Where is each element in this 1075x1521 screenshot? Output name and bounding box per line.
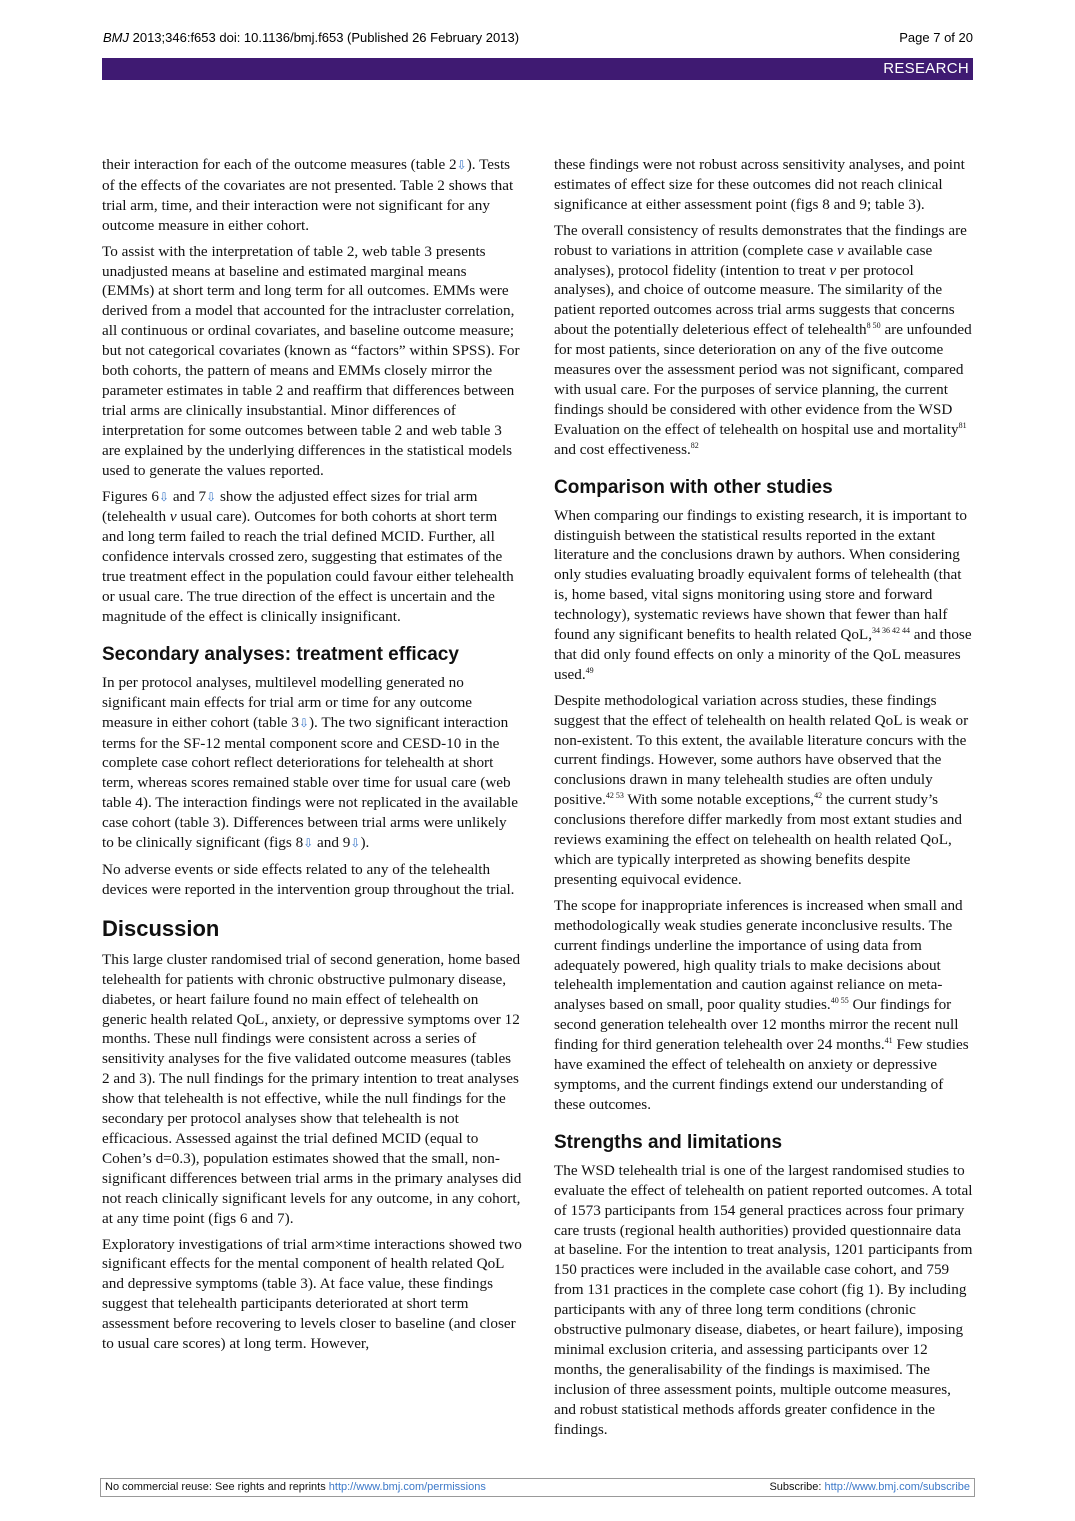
left-column (102, 155, 522, 1360)
text-run: are unfounded for most patients, since deterioration on any of the five outcome measures over the assessment period was not significant, compared with usual care. For the purposes of service planning, the current findings should be considered with other evidence from the WSD Evaluation on the effect of telehealth on hospital use and mortality (554, 321, 972, 438)
reference-superscript: 49 (585, 665, 594, 675)
reference-superscript: 41 (884, 1036, 893, 1046)
reference-superscript: 34 36 42 44 (872, 626, 910, 636)
text-run: ). (360, 834, 370, 852)
citation-text: 2013;346:f653 doi: 10.1136/bmj.f653 (Published 26 February 2013) (129, 30, 520, 45)
text-run: available case analyses), protocol fidelity (intention to treat (554, 241, 933, 279)
reference-superscript: 8 50 (866, 321, 881, 331)
figure-link-arrow-icon[interactable]: ⇩ (158, 489, 170, 504)
paragraph (102, 673, 522, 854)
paragraph (102, 487, 522, 627)
text-run: and 9 (313, 834, 351, 852)
table-link-arrow-icon[interactable]: ⇩ (456, 158, 467, 172)
reference-superscript: 40 55 (830, 996, 849, 1006)
figure-link-arrow-icon[interactable]: ⇩ (206, 489, 217, 504)
text-run: and cost effectiveness. (554, 440, 691, 458)
text-run: Our findings for second generation telehealth over 12 months mirror the recent null finding for third generation telehealth over 24 months. (554, 996, 959, 1054)
running-header-citation (103, 30, 519, 45)
text-run: In per protocol analyses, multilevel modelling generated no significant main effects for trial arm or time for any outcome measure in either cohort (table 3 (102, 673, 472, 731)
text-run: The overall consistency of results demonstrates that the findings are robust to variations in attrition (complete case (554, 221, 967, 259)
table-link-arrow-icon[interactable]: ⇩ (298, 715, 309, 730)
text-run: their interaction for each of the outcome measures (table 2 (102, 156, 457, 173)
footer-right (769, 1479, 970, 1496)
paragraph: these findings were not robust across sensitivity analyses, and point estimates of effect size for these outcomes did not reach clinical significance at either assessment point (figs 8 and 9; table 3). (554, 156, 965, 213)
section-band (102, 58, 973, 80)
text-run: show the adjusted effect sizes for trial arm (telehealth (102, 487, 478, 526)
text-run: Few studies have examined the effect of telehealth on anxiety or depressive symptoms, and the current findings extend our understanding of these outcomes. (554, 1036, 969, 1113)
italic-versus: v (829, 261, 837, 279)
footer-right-label: Subscribe: (769, 1481, 825, 1493)
text-run: With some notable exceptions, (623, 791, 815, 809)
text-run: Figures 6 (102, 487, 159, 505)
page-number: Page 7 of 20 (899, 30, 973, 45)
italic-versus: v (837, 241, 844, 259)
figure-link-arrow-icon[interactable]: ⇩ (303, 836, 314, 851)
footer-left-label: No commercial reuse: See rights and reprints (105, 1481, 329, 1493)
permissions-link[interactable]: http://www.bmj.com/permissions (328, 1481, 486, 1493)
footer-left (105, 1479, 486, 1496)
heading-discussion: Discussion (102, 915, 220, 941)
journal-name: BMJ (103, 30, 129, 45)
paragraph: To assist with the interpretation of table 2, web table 3 presents unadjusted means at baseline and estimated marginal means (EMMs) at short term and long term for all outcomes. EMMs were derived from a model that accounted for the intracluster correlation, all continuous or ordinal covariates, and baseline outcome measure; but not categorical covariates (known as “factors” within SPSS). For both cohorts, the pattern of means and EMMs closely mirror the parameter estimates in table 2 and reaffirm that differences between trial arms are clinically insubstantial. Minor differences of interpretation for some outcomes between table 2 and web table 3 are explained by the underlying differences in the statistical models used to generate the values reported. (102, 242, 520, 479)
reference-superscript: 42 53 (605, 791, 624, 801)
italic-versus: v (169, 508, 177, 526)
footer-bar (100, 1478, 975, 1497)
paragraph (554, 691, 974, 890)
text-run: Despite methodological variation across studies, these findings suggest that the effect of telehealth on health related QoL is weak or non-existent. To this extent, the available literature concurs with the current findings. However, some authors have observed that the conclusions drawn in many telehealth studies are often unduly positive. (554, 691, 969, 809)
paragraph (102, 155, 522, 236)
heading-strengths: Strengths and limitations (554, 1131, 783, 1153)
text-run: the current study’s conclusions therefore differ markedly from most extant studies and reviews examining the effect on telehealth on health related QoL, which are typically interpreted as showing benefits despite presenting equivocal evidence. (554, 791, 962, 888)
text-run: ). Tests of the effects of the covariates are not presented. Table 2 shows that trial arm, time, and their interaction were not significant for any outcome measure in either cohort. (102, 156, 514, 234)
text-run: per protocol analyses), and choice of outcome measure. The similarity of the patient reported outcomes across trial arms suggests that concerns about the potentially deleterious effect of telehealth (554, 261, 955, 339)
paragraph: Exploratory investigations of trial arm×time interactions showed two significant effects for the mental component of health related QoL and depressive symptoms (table 3). At face value, these findings suggest that telehealth participants deteriorated at short term assessment before recovering to levels closer to baseline (and closer to usual care scores) at long term. However, (102, 1235, 522, 1353)
paragraph (554, 896, 974, 1115)
text-run: and those that did only found effects on only a minority of the QoL measures used. (554, 626, 972, 683)
heading-secondary-analyses: Secondary analyses: treatment efficacy (102, 643, 459, 665)
figure-link-arrow-icon[interactable]: ⇩ (350, 836, 361, 851)
text-run: The scope for inappropriate inferences is increased when small and methodologically weak studies generate inconclusive results. The current findings underline the importance of using data from adequately powered, high quality trials to make decisions about telehealth implementation and caution against reliance on meta-analyses based on small, poor quality studies. (554, 896, 963, 1014)
reference-superscript: 42 (814, 791, 823, 801)
text-run: When comparing our findings to existing research, it is important to distinguish between the statistical results reported in the extant literature and the conclusions drawn by authors. When considering only studies evaluating broadly equivalent forms of telehealth (that is, home based, vital signs monitoring using store and forward technology), systematic reviews have shown that fewer than half found any significant benefits to health related QoL, (554, 506, 967, 644)
paragraph: The WSD telehealth trial is one of the largest randomised studies to evaluate the effect of telehealth on patient reported outcomes. A total of 1573 participants from 154 general practices across four primary care trusts (regional health authorities) provided questionnaire data at baseline. For the intention to treat analysis, 1201 participants from 150 practices were included in the available case cohort, and 759 from 131 practices in the complete case cohort (fig 1). By including participants with any of three long term conditions (chronic obstructive pulmonary disease, diabetes, or heart failure), imposing minimal exclusion criteria, and assessing participants over 12 months, the generalisability of the findings is maximised. The inclusion of three assessment points, multiple outcome measures, and robust statistical methods affords greater confidence in the findings. (554, 1161, 973, 1438)
reference-superscript: 82 (690, 440, 699, 450)
subscribe-link[interactable]: http://www.bmj.com/subscribe (824, 1481, 970, 1493)
text-run: ). The two significant interaction terms for the SF-12 mental component score and CESD-10 in the complete case cohort reflect deteriorations for telehealth at short term, whereas scores remained stable over time for usual care (web table 4). The interaction findings were not replicated in the available case cohort (table 3). Differences between trial arms were unlikely to be clinically significant (figs 8 (102, 713, 518, 852)
reference-superscript: 81 (958, 420, 967, 430)
paragraph: No adverse events or side effects related to any of the telehealth devices were reported in the intervention group throughout the trial. (102, 861, 515, 898)
text-run: and 7 (169, 487, 207, 505)
right-column (554, 155, 974, 1445)
text-run: usual care). Outcomes for both cohorts at short term and long term failed to reach the trial defined MCID. Further, all confidence intervals crossed zero, suggesting that estimates of the true treatment effect in the population could favour either telehealth or usual care. The true direction of the effect is uncertain and the magnitude of the effect is clinically insignificant. (102, 508, 514, 625)
heading-comparison: Comparison with other studies (554, 476, 833, 498)
paragraph (554, 506, 974, 685)
paragraph: This large cluster randomised trial of second generation, home based telehealth for patients with chronic obstructive pulmonary disease, diabetes, or heart failure found no main effect of telehealth on generic health related QoL, anxiety, or depressive symptoms over 12 months. These null findings were consistent across a series of sensitivity analyses for the five validated outcome measures (tables 2 and 3). The null findings for the primary intention to treat analyses show that telehealth is not effective, while the null findings for the secondary per protocol analyses show that telehealth is not efficacious. Assessed against the trial defined MCID (equal to Cohen’s d=0.3), population estimates showed that the small, non-significant differences between trial arms in the primary analyses did not reach clinically significant levels for any outcome, in any cohort, at any time point (figs 6 and 7). (102, 950, 522, 1227)
paragraph (554, 221, 974, 460)
section-label: RESEARCH (883, 60, 969, 77)
